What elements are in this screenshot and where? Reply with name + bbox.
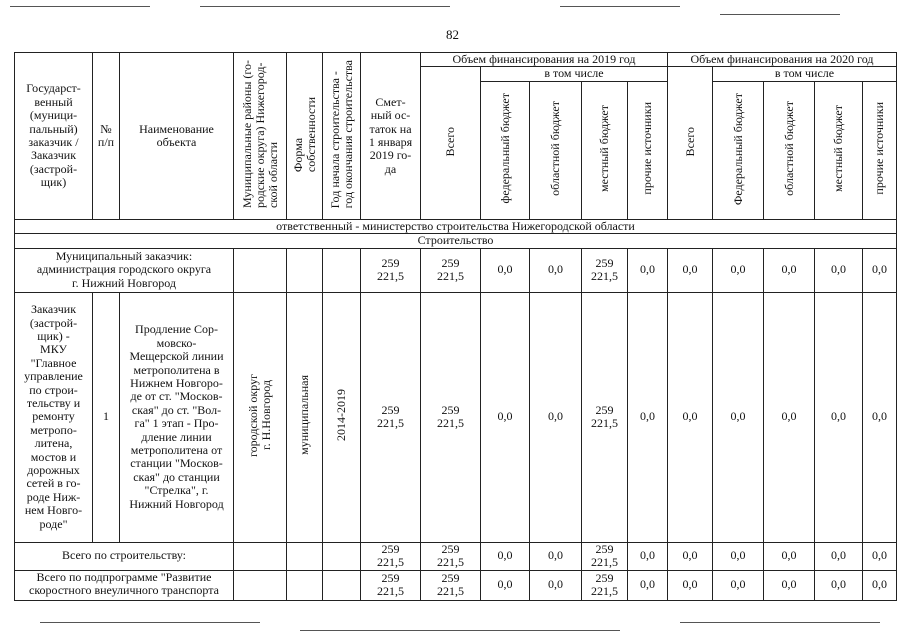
empty-cell (234, 248, 287, 292)
scan-artifact-line (560, 6, 680, 7)
regional-2020-cell: 0,0 (764, 292, 815, 542)
subsection-title: Строительство (15, 234, 897, 248)
section-row (15, 219, 897, 233)
header-customer: Государст- венный (муници- пальный) заказчик / Заказчик (застрой- щик) (15, 53, 93, 220)
federal-2020-cell: 0,0 (713, 542, 764, 570)
local-2019-cell: 259 221,5 (582, 570, 628, 600)
federal-2019-cell: 0,0 (481, 248, 530, 292)
header-other-2020: прочие источники (863, 81, 897, 219)
scan-artifact-line (10, 6, 150, 7)
federal-2020-cell: 0,0 (713, 248, 764, 292)
local-2020-cell: 0,0 (815, 542, 863, 570)
header-federal-2019: федеральный бюджет (481, 81, 530, 219)
other-2020-cell: 0,0 (863, 292, 897, 542)
federal-2019-cell: 0,0 (481, 570, 530, 600)
header-regional-2020: областной бюджет (764, 81, 815, 219)
scan-artifact-line (40, 622, 260, 623)
federal-2020-cell: 0,0 (713, 570, 764, 600)
total-subprogram-row (15, 570, 897, 600)
regional-2019-cell: 0,0 (530, 542, 582, 570)
header-regional-2019: областной бюджет (530, 81, 582, 219)
header-local-2020: местный бюджет (815, 81, 863, 219)
empty-cell (323, 248, 361, 292)
header-districts: Муниципальные районы (го- родские округа) Нижегород- ской области (234, 53, 287, 220)
other-2019-cell: 0,0 (628, 292, 668, 542)
header-fin-2019: Объем финансирования на 2019 год (421, 53, 668, 67)
scan-artifact-line (300, 630, 620, 631)
total-2020-cell: 0,0 (668, 248, 713, 292)
empty-cell (323, 542, 361, 570)
regional-2019-cell: 0,0 (530, 292, 582, 542)
header-fin-2020: Объем финансирования на 2020 год (668, 53, 897, 67)
other-2019-cell: 0,0 (628, 542, 668, 570)
other-2019-cell: 0,0 (628, 570, 668, 600)
total-construction-row (15, 542, 897, 570)
header-incl-2019: в том числе (481, 67, 668, 81)
financing-table (14, 52, 897, 601)
empty-cell (287, 248, 323, 292)
header-local-2019: местный бюджет (582, 81, 628, 219)
total-2019-cell: 259 221,5 (421, 292, 481, 542)
regional-2019-cell: 0,0 (530, 570, 582, 600)
total-2019-cell: 259 221,5 (421, 542, 481, 570)
total-2020-cell: 0,0 (668, 292, 713, 542)
other-2020-cell: 0,0 (863, 542, 897, 570)
federal-2019-cell: 0,0 (481, 542, 530, 570)
header-years: Год начала строительства - год окончания строительства (323, 53, 361, 220)
other-2019-cell: 0,0 (628, 248, 668, 292)
estimate-cell: 259 221,5 (361, 570, 421, 600)
estimate-cell: 259 221,5 (361, 542, 421, 570)
local-2019-cell: 259 221,5 (582, 248, 628, 292)
local-2019-cell: 259 221,5 (582, 542, 628, 570)
local-2019-cell: 259 221,5 (582, 292, 628, 542)
scan-artifact-line (200, 6, 450, 7)
object-row (15, 292, 897, 542)
object-name: Продление Сор- мовско- Мещерской линии метрополитена в Нижнем Новгоро- де от ст. "Москов- ская" до ст. "Вол- га" 1 этап - Про- дление линии метрополитена от станции "Москов- ская" до станции "Стрелка", г. Нижний Новгород (120, 292, 234, 542)
total-2019-cell: 259 221,5 (421, 248, 481, 292)
other-2020-cell: 0,0 (863, 248, 897, 292)
page-bottom-margin (0, 606, 905, 640)
regional-2019-cell: 0,0 (530, 248, 582, 292)
empty-cell (323, 570, 361, 600)
header-federal-2020: Федеральный бюджет (713, 81, 764, 219)
header-estimate: Смет- ный ос- таток на 1 января 2019 го- да (361, 53, 421, 220)
estimate-cell: 259 221,5 (361, 248, 421, 292)
header-object-name: Наименование объекта (120, 53, 234, 220)
municipal-customer-row (15, 248, 897, 292)
regional-2020-cell: 0,0 (764, 248, 815, 292)
total-construction-label: Всего по строительству: (15, 542, 234, 570)
object-years: 2014-2019 (323, 292, 361, 542)
header-row-1 (15, 53, 897, 67)
federal-2020-cell: 0,0 (713, 292, 764, 542)
page-number: 82 (446, 27, 459, 42)
local-2020-cell: 0,0 (815, 248, 863, 292)
object-num: 1 (93, 292, 120, 542)
subsection-row (15, 234, 897, 248)
regional-2020-cell: 0,0 (764, 570, 815, 600)
object-ownership: муниципальная (287, 292, 323, 542)
total-2019-cell: 259 221,5 (421, 570, 481, 600)
header-num: № п/п (93, 53, 120, 220)
total-2020-cell: 0,0 (668, 570, 713, 600)
local-2020-cell: 0,0 (815, 570, 863, 600)
header-incl-2020: в том числе (713, 67, 897, 81)
header-ownership: Форма собственности (287, 53, 323, 220)
header-total-2020: Всего (668, 67, 713, 219)
scan-artifact-line (720, 14, 840, 15)
federal-2019-cell: 0,0 (481, 292, 530, 542)
empty-cell (287, 542, 323, 570)
object-customer: Заказчик (застрой- щик) - МКУ "Главное управление по строи- тельству и ремонту метропо- литена, мостов и дорожных сетей в го- роде Ниж- нем Новго- роде" (15, 292, 93, 542)
empty-cell (234, 542, 287, 570)
local-2020-cell: 0,0 (815, 292, 863, 542)
header-other-2019: прочие источники (628, 81, 668, 219)
other-2020-cell: 0,0 (863, 570, 897, 600)
section-title: ответственный - министерство строительства Нижегородской области (15, 219, 897, 233)
object-district: городской округ г. Н.Новгород (234, 292, 287, 542)
total-subprogram-label: Всего по подпрограмме "Развитие скоростного внеуличного транспорта (15, 570, 234, 600)
estimate-cell: 259 221,5 (361, 292, 421, 542)
scan-artifact-line (680, 622, 880, 623)
header-total-2019: Всего (421, 67, 481, 219)
regional-2020-cell: 0,0 (764, 542, 815, 570)
total-2020-cell: 0,0 (668, 542, 713, 570)
empty-cell (287, 570, 323, 600)
municipal-customer-label: Муниципальный заказчик: администрация городского округа г. Нижний Новгород (15, 248, 234, 292)
empty-cell (234, 570, 287, 600)
